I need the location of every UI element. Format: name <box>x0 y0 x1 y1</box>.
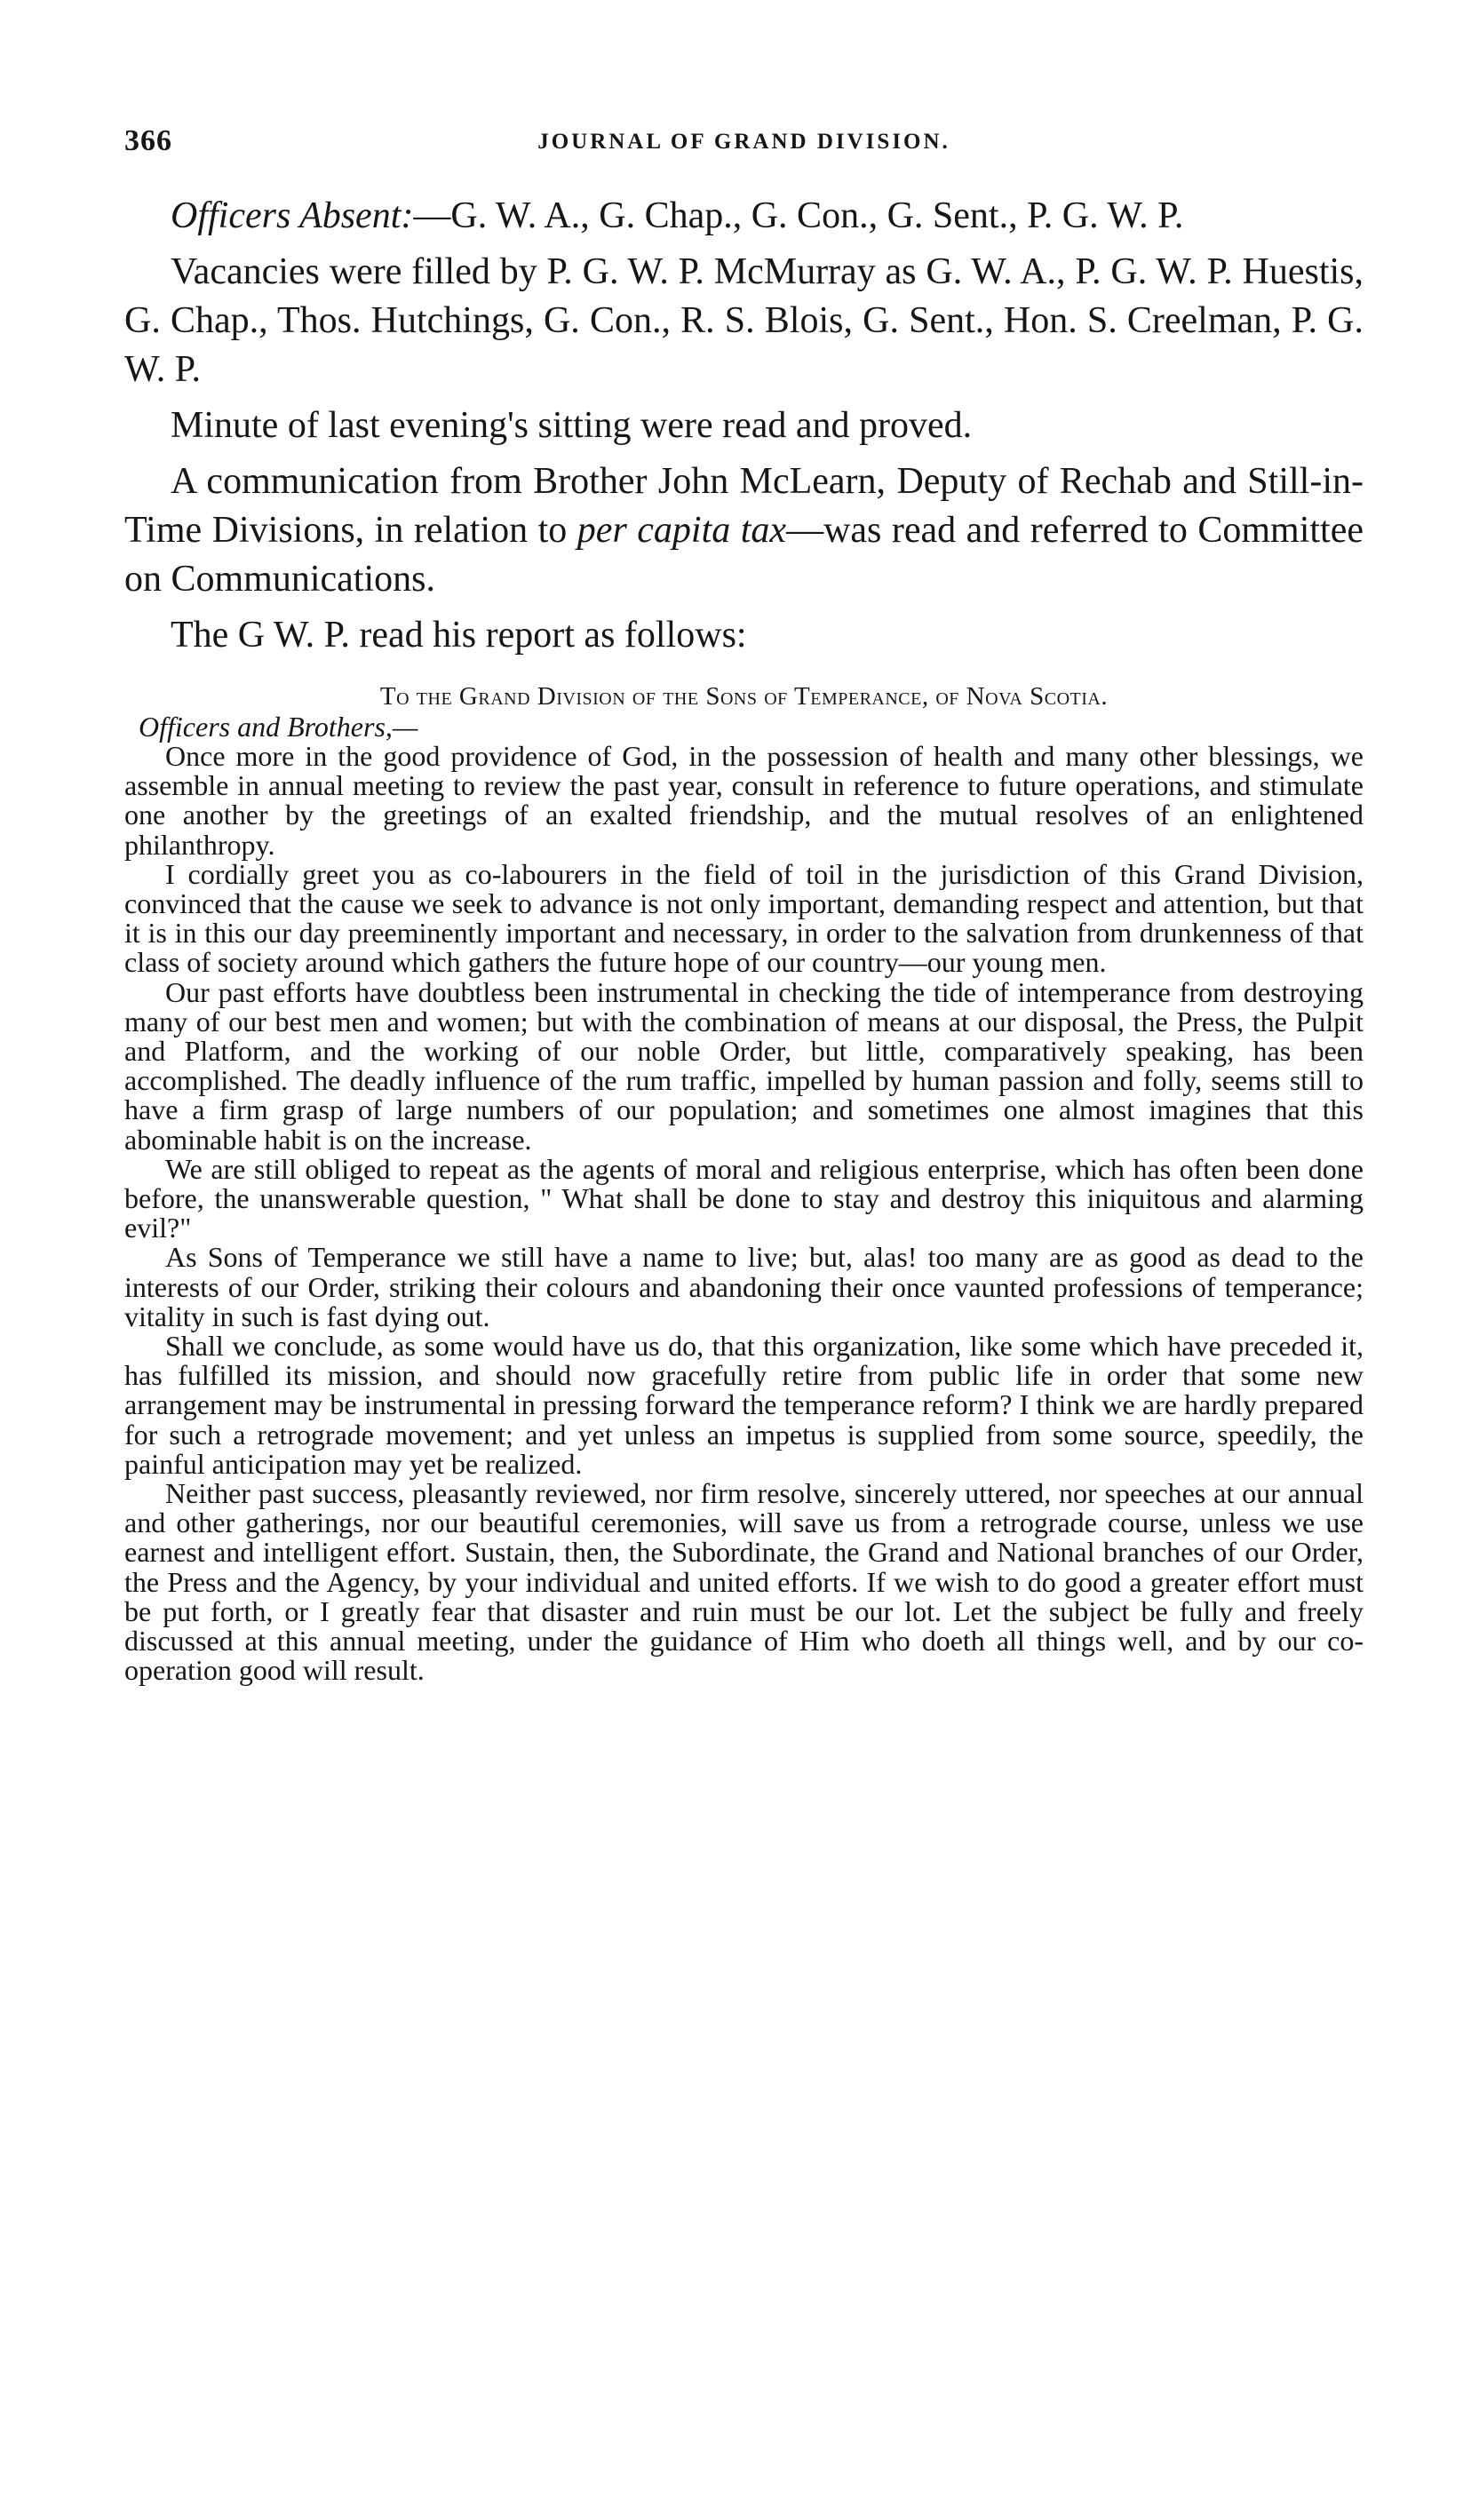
report-paragraph: I cordially greet you as co-labourers in the field of toil in the jurisdiction of this Grand Division, convinced that the cause we seek to advance is not only important, demanding respect and attention, but that it is in this our day preeminently important and necessary, in order to the salvation from drunkenness of that class of society around which gathers the future hope of our country—our young men. <box>124 857 1364 979</box>
per-capita-tax: per capita tax <box>576 510 787 551</box>
officers-absent <box>124 192 1364 241</box>
report-paragraph: We are still obliged to repeat as the agents of moral and religious enterprise, which has often been done before, the unanswerable question, " What shall be done to stay and destroy this iniquitous and alarming evil?" <box>124 1152 1364 1244</box>
officers-absent-label: Officers Absent: <box>171 195 414 236</box>
officers-absent-list: —G. W. A., G. Chap., G. Con., G. Sent., P. G. W. P. <box>413 195 1184 236</box>
page-number: 366 <box>124 124 172 157</box>
report-intro: The G W. P. read his report as follows: <box>171 615 747 656</box>
minute-read-paragraph: Minute of last evening's sitting were read and proved. <box>171 405 973 446</box>
report-paragraph: Our past efforts have doubtless been instrumental in checking the tide of intemperance from destroying many of our best men and women; but with the combination of means at our disposal, the Press, the Pulpit and Platform, and the working of our noble Order, but little, comparatively speaking, has been accomplished. The deadly influence of the rum traffic, impelled by human passion and folly, seems still to have a firm grasp of large numbers of our population; and sometimes one almost imagines that this abominable habit is on the increase. <box>124 975 1364 1156</box>
report-paragraph: Neither past success, pleasantly reviewed, nor firm resolve, sincerely uttered, nor speeches at our annual and other gatherings, nor our beautiful ceremonies, will save us from a retrograde course, unless we use earnest and intelligent effort. Sustain, then, the Subordinate, the Grand and National branches of our Order, the Press and the Agency, by your individual and united efforts. If we wish to do good a greater effort must be put forth, or I greatly fear that disaster and ruin must be our lot. Let the subject be fully and freely discussed at this annual meeting, under the guidance of Him who doeth all things well, and by our co-operation good will result. <box>124 1477 1364 1687</box>
communication-text-end: —was read and referred to Committee on Communications. <box>124 510 1364 600</box>
report-address: To the Grand Division of the Sons of Temperance, of Nova Scotia. <box>379 682 1109 711</box>
report-salutation: Officers and Brothers,— <box>139 711 418 743</box>
running-head <box>124 124 1364 178</box>
report-paragraph: As Sons of Temperance we still have a name to live; but, alas! too many are as good as dead to the interests of our Order, striking their colours and abandoning their once vaunted professions of temperance; vitality in such is fast dying out. <box>124 1241 1364 1332</box>
vacancies-paragraph: Vacancies were filled by P. G. W. P. McMurray as G. W. A., P. G. W. P. Huestis, G. Chap., Thos. Hutchings, G. Con., R. S. Blois, G. Sent., Hon. S. Creelman, P. G. W. P. <box>124 251 1364 390</box>
communication-paragraph <box>124 457 1364 604</box>
communication-text-start: A communication from Brother John McLearn, Deputy of Rechab and Still-in-Time Divisions, in relation to <box>124 461 1364 551</box>
grand-worthy-patriarch-report <box>124 681 1364 1686</box>
report-paragraph: Once more in the good providence of God, in the possession of health and many other blessings, we assemble in annual meeting to review the past year, consult in reference to future operations, and stimulate one another by the greetings of an exalted friendship, and the mutual resolves of an enlightened philanthropy. <box>124 740 1364 861</box>
journal-page <box>124 124 1364 1686</box>
report-paragraph: Shall we conclude, as some would have us do, that this organization, like some which have preceded it, has fulfilled its mission, and should now gracefully retire from public life in order that some new arrangement may be instrumental in pressing forward the temperance reform? I think we are hardly prepared for such a retrograde movement; and yet unless an impetus is supplied from some source, speedily, the painful anticipation may yet be realized. <box>124 1330 1364 1480</box>
journal-title: JOURNAL OF GRAND DIVISION. <box>537 130 950 154</box>
